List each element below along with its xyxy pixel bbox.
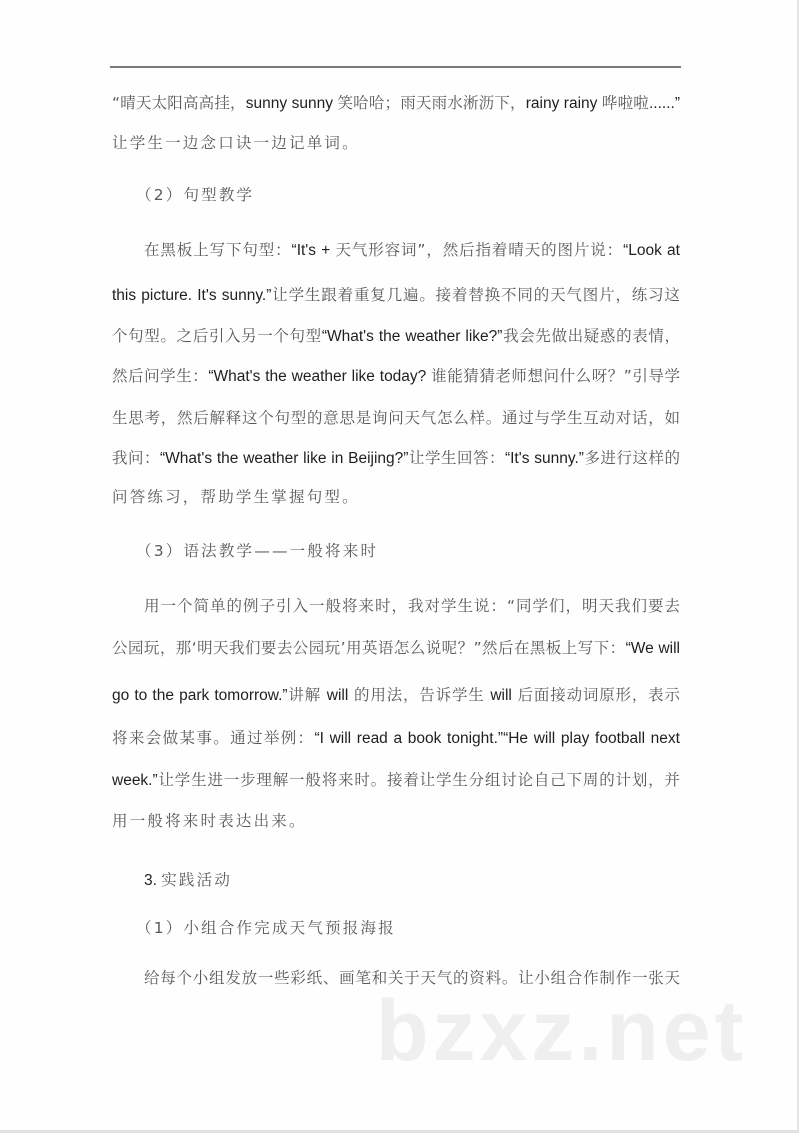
paragraph-line — [112, 285, 680, 306]
chinese-text: （2）句型教学 — [136, 186, 255, 204]
chinese-text: 讲解 — [287, 686, 327, 704]
section-heading — [136, 541, 704, 561]
chinese-text: （3）语法教学——一般将来时 — [136, 542, 379, 560]
header-rule — [110, 66, 681, 68]
chinese-text: 将来会做某事。通过举例： — [112, 729, 315, 747]
english-text: week.” — [112, 772, 158, 789]
english-text: will — [326, 687, 349, 704]
english-text: sunny sunny — [245, 95, 338, 112]
paragraph-line — [112, 93, 680, 114]
english-text: “It's sunny.” — [504, 450, 584, 467]
english-text: go to the park tomorrow.” — [112, 687, 288, 704]
paragraph-line — [112, 487, 680, 507]
chinese-text: 多进行这样的 — [583, 449, 680, 467]
chinese-text: 实践活动 — [161, 871, 233, 889]
english-text: “We will — [625, 640, 681, 657]
paragraph-line — [112, 685, 680, 706]
chinese-text: 的用法，告诉学生 — [348, 686, 491, 704]
chinese-text: 让学生进一步理解一般将来时。接着让学生分组讨论自己下周的计划，并 — [157, 771, 680, 789]
english-text: “Look at — [623, 242, 680, 259]
chinese-text: 哗啦啦 — [601, 94, 649, 112]
chinese-text: 用一个简单的例子引入一般将来时，我对学生说：“同学们，明天我们要去 — [144, 597, 680, 615]
chinese-text: 生思考，然后解释这个句型的意思是询问天气怎么样。通过与学生互动对话，如 — [112, 409, 680, 427]
paragraph-line — [112, 366, 680, 387]
english-text: rainy rainy — [525, 95, 602, 112]
chinese-text: 天气形容词”，然后指着晴天的图片说： — [335, 241, 624, 259]
chinese-text: 个句型。之后引入另一个句型 — [112, 327, 322, 345]
paragraph-line — [112, 133, 680, 153]
english-text: “What's the weather like?” — [321, 328, 503, 345]
chinese-text: 公园玩，那‘明天我们要去公园玩’用英语怎么说呢？”然后在黑板上写下： — [112, 639, 626, 657]
paragraph-line — [112, 326, 680, 347]
chinese-text: （1）小组合作完成天气预报海报 — [136, 919, 396, 937]
english-text: 3. — [144, 872, 162, 889]
chinese-text: 后面接动词原形，表示 — [511, 686, 680, 704]
chinese-text: “晴天太阳高高挂， — [112, 94, 246, 112]
paragraph-line — [112, 408, 680, 428]
paragraph-line — [112, 728, 680, 749]
paragraph-line — [112, 770, 680, 791]
chinese-text: 用一般将来时表达出来。 — [112, 812, 307, 830]
watermark: bzxz.net — [376, 983, 748, 1079]
paragraph-line — [144, 596, 680, 616]
section-heading — [136, 185, 704, 205]
chinese-text: 让学生跟着重复几遍。接着替换不同的天气图片，练习这 — [271, 286, 680, 304]
english-text: this picture. It's sunny.” — [112, 287, 272, 304]
paragraph-line — [112, 811, 680, 831]
chinese-text: 让学生回答： — [408, 449, 505, 467]
chinese-text: 让学生一边念口诀一边记单词。 — [112, 134, 360, 152]
english-text: “It's + — [291, 242, 336, 259]
english-text: “What's the weather like today? — [208, 368, 432, 385]
chinese-text: 我问： — [112, 449, 161, 467]
chinese-text: 我会先做出疑惑的表情， — [502, 327, 680, 345]
chinese-text: 在黑板上写下句型： — [144, 241, 292, 259]
chinese-text: 问答练习，帮助学生掌握句型。 — [112, 488, 360, 506]
paragraph-line — [112, 638, 680, 659]
paragraph-line — [144, 240, 680, 261]
english-text: “I will read a book tonight.”“He will play football next — [314, 730, 680, 747]
chinese-text: 谁能猜猜老师想问什么呀？”引导学 — [431, 367, 680, 385]
english-text: will — [490, 687, 512, 704]
english-text: ......” — [648, 95, 680, 112]
chinese-text: 给每个小组发放一些彩纸、画笔和关于天气的资料。让小组合作制作一张天 — [144, 969, 680, 987]
section-heading — [144, 870, 680, 891]
paragraph-line — [112, 448, 680, 469]
english-text: “What's the weather like in Beijing?” — [160, 450, 409, 467]
section-heading — [136, 918, 704, 938]
chinese-text: 笑哈哈；雨天雨水淅沥下， — [337, 94, 526, 112]
chinese-text: 然后问学生： — [112, 367, 209, 385]
